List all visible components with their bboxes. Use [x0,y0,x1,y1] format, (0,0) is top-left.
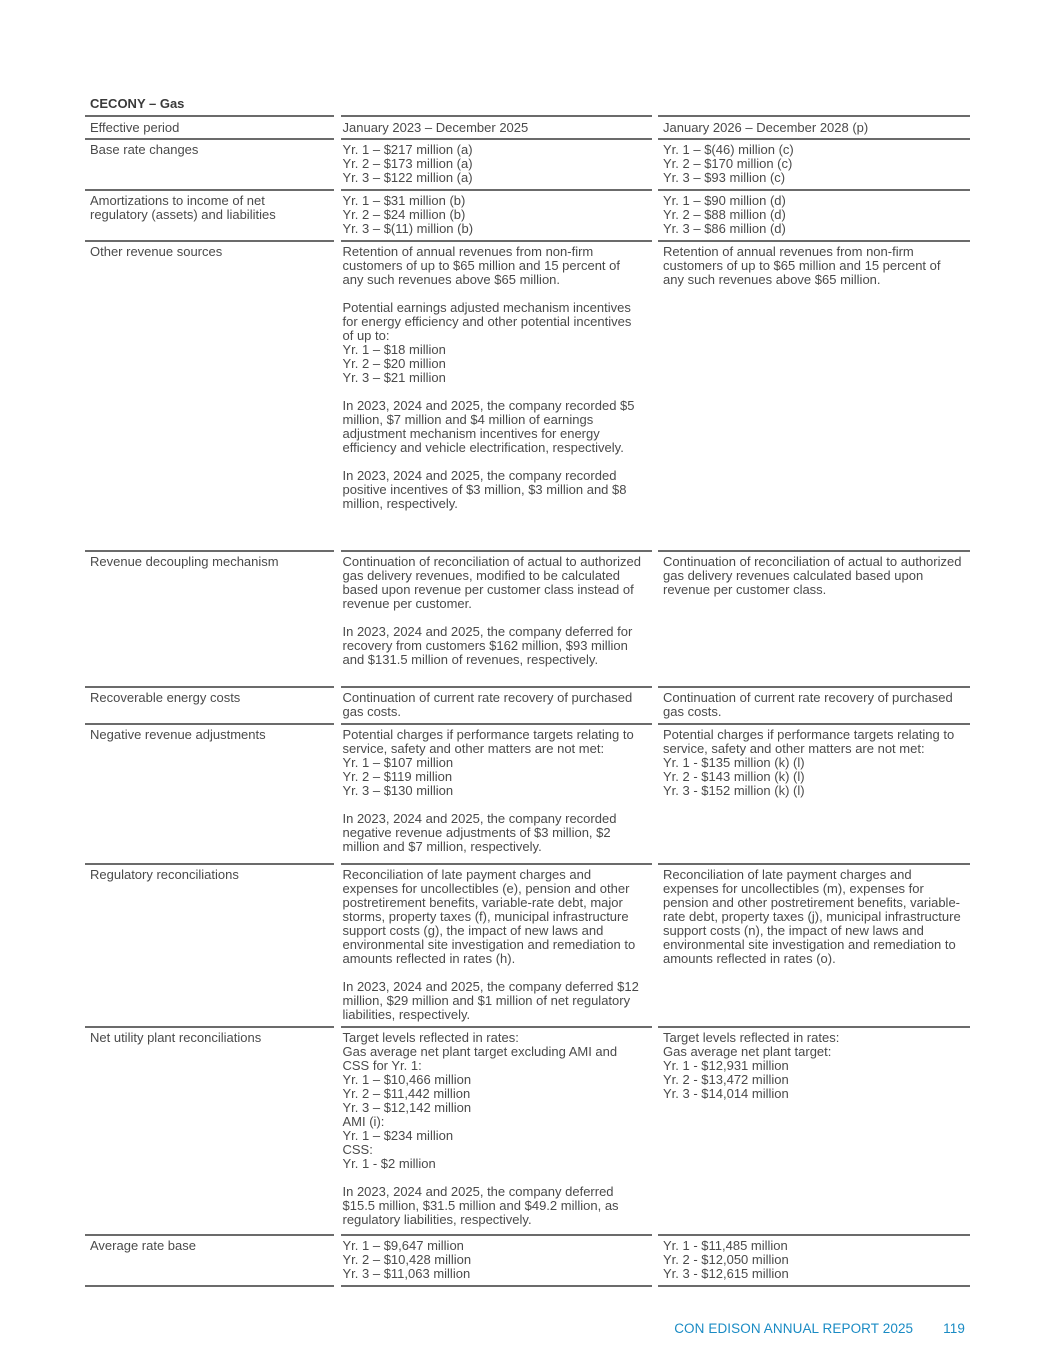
rate-plan-table [85,115,970,1287]
row-label: Revenue decoupling mechanism [85,551,337,687]
cell-line: Continuation of current rate recovery of purchased gas costs. [663,690,953,719]
cell-line: Yr. 3 – $(11) million (b) [342,221,474,236]
table-row [85,864,970,1027]
cell-2026-2028 [655,139,970,190]
cell-line: Continuation of current rate recovery of purchased gas costs. [342,690,633,719]
cell-paragraph [343,1031,645,1171]
cell-paragraph [343,143,645,185]
cell-line: Yr. 2 - $143 million (k) (l) [663,769,805,784]
cell-line: Yr. 2 – $170 million (c) [663,156,793,171]
header-effective-period: Effective period [85,116,337,139]
cell-2023-2025 [337,1027,655,1235]
cell-paragraph [663,245,965,287]
row-label: Average rate base [85,1235,337,1286]
cell-line: Gas average net plant target excluding AMI and CSS for Yr. 1: [342,1044,618,1073]
cell-line: Yr. 1 – $234 million [342,1128,454,1143]
page-footer [674,1321,965,1336]
cell-paragraph [663,143,965,185]
cell-line: Gas average net plant target: [663,1044,832,1059]
cell-line: Yr. 1 - $2 million [342,1156,436,1171]
cell-line: Yr. 1 – $217 million (a) [342,142,473,157]
cell-2026-2028 [655,1235,970,1286]
cell-line: Yr. 2 – $119 million [342,769,453,784]
cell-line: Retention of annual revenues from non-firm customers of up to $65 million and 15 percent of any such revenues above $65 million. [663,244,941,287]
page-number: 119 [943,1321,965,1336]
cell-2026-2028 [655,190,970,241]
cell-line: In 2023, 2024 and 2025, the company recorded positive incentives of $3 million, $3 million and $8 million, respectively. [342,468,627,511]
cell-paragraph [663,691,965,719]
cell-line: Yr. 3 – $11,063 million [342,1266,471,1281]
row-label: Recoverable energy costs [85,687,337,724]
cell-paragraph [663,194,965,236]
cell-line: Yr. 1 - $11,485 million [663,1238,788,1253]
cell-line: Yr. 3 - $152 million (k) (l) [663,783,805,798]
cell-line: Potential charges if performance targets relating to service, safety and other matters are not met: [342,727,634,756]
cell-line: Yr. 1 - $135 million (k) (l) [663,755,805,770]
cell-line: Yr. 3 – $130 million [342,783,454,798]
cell-2026-2028 [655,551,970,687]
cell-paragraph [663,555,965,597]
cell-line: CSS: [342,1142,373,1157]
cell-line: Yr. 1 – $18 million [342,342,446,357]
row-label: Regulatory reconciliations [85,864,337,1027]
cell-paragraph [343,245,645,287]
table-row [85,551,970,687]
cell-paragraph [663,1031,965,1101]
cell-2026-2028 [655,241,970,551]
table-row [85,687,970,724]
cell-2023-2025 [337,687,655,724]
cell-line: Yr. 2 - $12,050 million [663,1252,789,1267]
cell-paragraph [343,625,645,667]
cell-paragraph [343,399,645,455]
cell-2026-2028 [655,1027,970,1235]
cell-line: Yr. 1 – $31 million (b) [342,193,466,208]
cell-line: Yr. 1 – $107 million [342,755,454,770]
row-label: Base rate changes [85,139,337,190]
cell-line: Yr. 2 – $88 million (d) [663,207,786,222]
row-label: Amortizations to income of net regulatory (assets) and liabilities [85,190,337,241]
cell-line: Yr. 2 – $24 million (b) [342,207,466,222]
cell-line: Yr. 1 – $9,647 million [342,1238,464,1253]
page-title: CECONY – Gas [90,96,185,111]
row-label: Other revenue sources [85,241,337,551]
cell-2023-2025 [337,190,655,241]
cell-2023-2025 [337,551,655,687]
cell-line: Yr. 2 – $10,428 million [342,1252,472,1267]
cell-line: Target levels reflected in rates: [663,1030,840,1045]
cell-line: Continuation of reconciliation of actual to authorized gas delivery revenues, modified to be calculated based upon revenue per customer class instead of revenue per customer. [342,554,641,611]
cell-line: Yr. 3 – $21 million [342,370,446,385]
cell-line: Yr. 3 – $12,142 million [342,1100,472,1115]
cell-2026-2028 [655,724,970,864]
cell-line: In 2023, 2024 and 2025, the company recorded $5 million, $7 million and $4 million of earnings adjustment mechanism incentives for energy efficiency and vehicle electrification, respectively. [342,398,635,455]
cell-line: AMI (i): [342,1114,385,1129]
cell-2026-2028 [655,687,970,724]
cell-line: Yr. 1 – $90 million (d) [663,193,786,208]
cell-line: Yr. 3 - $14,014 million [663,1086,789,1101]
cell-paragraph [343,194,645,236]
row-label: Negative revenue adjustments [85,724,337,864]
cell-paragraph [343,691,645,719]
cell-paragraph [663,868,965,966]
cell-2023-2025 [337,1235,655,1286]
cell-paragraph [343,555,645,611]
cell-line: In 2023, 2024 and 2025, the company deferred for recovery from customers $162 million, $93 million and $131.5 million of revenues, respectively. [342,624,633,667]
cell-line: Yr. 1 - $12,931 million [663,1058,789,1073]
cell-paragraph [343,868,645,966]
table-row [85,139,970,190]
cell-line: Retention of annual revenues from non-firm customers of up to $65 million and 15 percent of any such revenues above $65 million. [342,244,620,287]
header-period-2023-2025: January 2023 – December 2025 [337,116,655,139]
cell-paragraph [343,1185,645,1227]
table-row [85,724,970,864]
cell-paragraph [343,469,645,511]
cell-line: Target levels reflected in rates: [342,1030,519,1045]
cell-paragraph [343,1239,645,1281]
table-body [85,139,970,1286]
cell-2023-2025 [337,724,655,864]
header-period-2026-2028: January 2026 – December 2028 (p) [655,116,970,139]
cell-line: Yr. 2 – $173 million (a) [342,156,473,171]
cell-line: In 2023, 2024 and 2025, the company deferred $12 million, $29 million and $1 million of net regulatory liabilities, respectively. [342,979,639,1022]
cell-line: Yr. 3 – $122 million (a) [342,170,473,185]
cell-line: Yr. 3 - $12,615 million [663,1266,789,1281]
cell-line: Potential earnings adjusted mechanism incentives for energy efficiency and other potential incentives of up to: [342,300,632,343]
table-header [85,116,970,139]
cell-2026-2028 [655,864,970,1027]
cell-line: Yr. 2 – $11,442 million [342,1086,471,1101]
cell-line: Yr. 2 – $20 million [342,356,446,371]
table-row [85,241,970,551]
cell-paragraph [663,1239,965,1281]
cell-line: In 2023, 2024 and 2025, the company deferred $15.5 million, $31.5 million and $49.2 million, as regulatory liabilities, respectively. [342,1184,619,1227]
cell-2023-2025 [337,241,655,551]
cell-line: Yr. 1 – $(46) million (c) [663,142,794,157]
cell-paragraph [343,812,645,854]
row-label: Net utility plant reconciliations [85,1027,337,1235]
cell-2023-2025 [337,139,655,190]
cell-line: Reconciliation of late payment charges and expenses for uncollectibles (m), expenses for pension and other postretirement benefits, variable-rate debt, property taxes (j), municipal infrastructure support costs (n), the impact of new laws and environmental site investigation and remediation to amounts reflected in rates (o). [663,867,961,966]
cell-paragraph [343,980,645,1022]
cell-2023-2025 [337,864,655,1027]
cell-line: Reconciliation of late payment charges and expenses for uncollectibles (e), pension and other postretirement benefits, variable-rate debt, major storms, property taxes (f), municipal infrastructure support costs (g), the impact of new laws and environmental site investigation and remediation to amounts reflected in rates (h). [342,867,636,966]
report-name: CON EDISON ANNUAL REPORT 2025 [674,1321,914,1336]
table-row [85,1235,970,1286]
cell-line: Potential charges if performance targets relating to service, safety and other matters are not met: [663,727,955,756]
cell-paragraph [343,728,645,798]
cell-line: Yr. 2 - $13,472 million [663,1072,789,1087]
cell-line: Yr. 1 – $10,466 million [342,1072,472,1087]
table-row [85,190,970,241]
cell-paragraph [663,728,965,798]
cell-paragraph [343,301,645,385]
cell-line: Continuation of reconciliation of actual to authorized gas delivery revenues calculated based upon revenue per customer class. [663,554,962,597]
table-row [85,1027,970,1235]
cell-line: In 2023, 2024 and 2025, the company recorded negative revenue adjustments of $3 million, $2 million and $7 million, respectively. [342,811,617,854]
header-row [85,116,970,139]
cell-line: Yr. 3 – $86 million (d) [663,221,786,236]
cell-line: Yr. 3 – $93 million (c) [663,170,786,185]
